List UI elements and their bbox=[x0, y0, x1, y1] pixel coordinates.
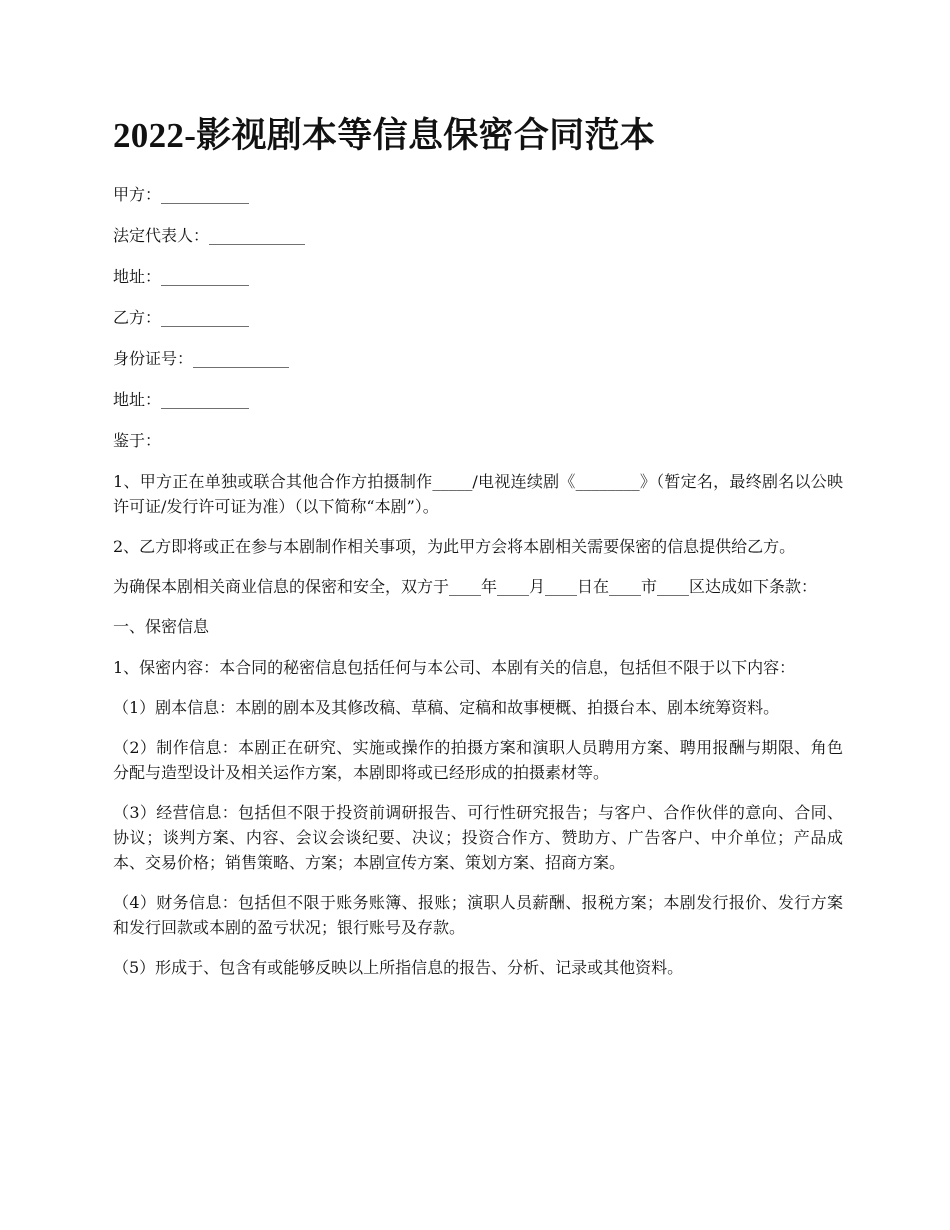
item-5-derived-materials: （5）形成于、包含有或能够反映以上所指信息的报告、分析、记录或其他资料。 bbox=[113, 958, 684, 977]
agreement-intro: 为确保本剧相关商业信息的保密和安全，双方于____年____月____日在____市____区达成如下条款： bbox=[113, 577, 818, 596]
item-2-production-info: （2）制作信息：本剧正在研究、实施或操作的拍摄方案和演职人员聘用方案、聘用报酬与期限、角色分配与造型设计及相关运作方案，本剧即将或已经形成的拍摄素材等。 bbox=[113, 738, 843, 782]
item-1-script-info: （1）剧本信息：本剧的剧本及其修改稿、草稿、定稿和故事梗概、拍摄台本、剧本统筹资料。 bbox=[113, 698, 780, 717]
whereas-heading: 鉴于： bbox=[113, 431, 162, 450]
item-4-financial-info: （4）财务信息：包括但不限于账务账簿、报账；演职人员薪酬、报税方案；本剧发行报价、发行方案和发行回款或本剧的盈亏状况；银行账号及存款。 bbox=[113, 893, 843, 937]
party-b-line: 乙方：___________ bbox=[113, 308, 250, 327]
item-3-business-info: （3）经营信息：包括但不限于投资前调研报告、可行性研究报告；与客户、合作伙伴的意向、合同、协议；谈判方案、内容、会议会谈纪要、决议；投资合作方、赞助方、广告客户、中介单位；产品成本、交易价格；销售策略、方案；本剧宣传方案、策划方案、招商方案。 bbox=[113, 803, 843, 872]
clause-1-scope: 1、保密内容：本合同的秘密信息包括任何与本公司、本剧有关的信息，包括但不限于以下内容： bbox=[113, 658, 796, 677]
id-number-line: 身份证号：____________ bbox=[113, 349, 290, 368]
section-heading-confidential-info: 一、保密信息 bbox=[113, 617, 210, 636]
party-a-line: 甲方：___________ bbox=[113, 185, 250, 204]
party-b-address-line: 地址：___________ bbox=[113, 390, 250, 409]
document-title: 2022-影视剧本等信息保密合同范本 bbox=[113, 116, 656, 155]
party-a-address-line: 地址：___________ bbox=[113, 267, 250, 286]
document-page bbox=[113, 112, 843, 996]
recital-2: 2、乙方即将或正在参与本剧制作相关事项，为此甲方会将本剧相关需要保密的信息提供给乙方。 bbox=[113, 537, 796, 556]
legal-representative-line: 法定代表人：____________ bbox=[113, 226, 306, 245]
recital-1: 1、甲方正在单独或联合其他合作方拍摄制作_____/电视连续剧《________》（暂定名，最终剧名以公映许可证/发行许可证为准）（以下简称“本剧”）。 bbox=[113, 472, 843, 516]
